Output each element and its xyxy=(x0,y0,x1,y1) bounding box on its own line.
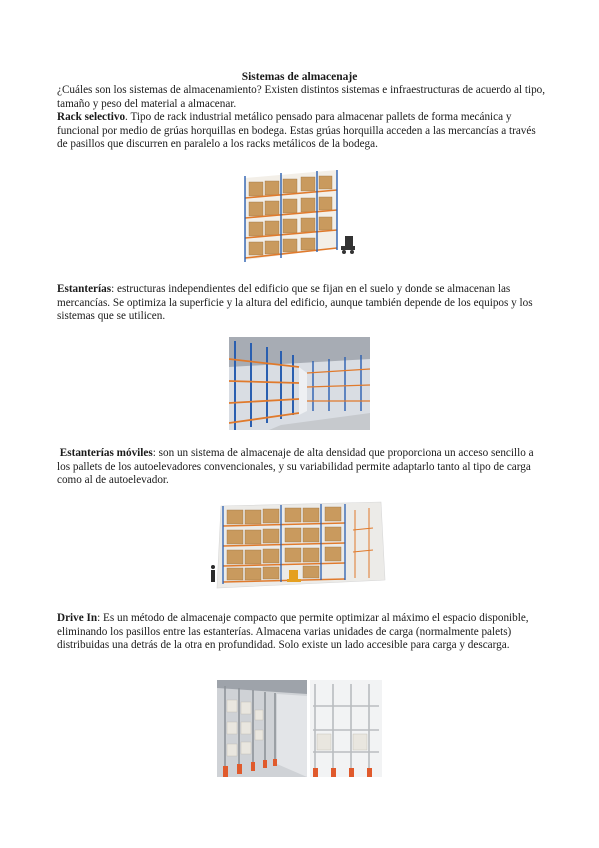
section-drive-in xyxy=(57,612,547,653)
estanterias-image xyxy=(229,337,370,430)
section-term-estanterias-moviles: Estanterías móviles xyxy=(59,447,153,459)
section-text-drive-in: : Es un método de almacenaje compacto que permite optimizar al máximo el espacio disponible, eliminando los pasillos entre las estanterías. Almacena varias unidades de carga (normalmente palets) distribuidas una detrás de la otra en profundidad. Solo existe un lado accesible para carga y descarga. xyxy=(57,612,529,652)
section-text-rack-selectivo: . Tipo de rack industrial metálico pensado para almacenar pallets de forma mecánica y funcional por medio de grúas horquillas en bodega. Estas grúas horquilla acceden a las mercancías a través de pasillos que discurren en paralelo a los racks metálicos de la bodega. xyxy=(57,111,536,151)
intro-paragraph xyxy=(57,84,547,152)
drive-in-image xyxy=(217,680,382,777)
rack-selectivo-image xyxy=(237,168,365,265)
document-title: Sistemas de almacenaje xyxy=(241,71,358,83)
intro-text: ¿Cuáles son los sistemas de almacenamiento? Existen distintos sistemas e infraestructuras de acuerdo al tipo, tamaño y peso del material a almacenar. xyxy=(57,84,546,110)
section-term-estanterias: Estanterías xyxy=(57,283,112,295)
section-term-rack-selectivo: Rack selectivo xyxy=(57,111,126,124)
section-estanterias-moviles xyxy=(57,447,547,488)
section-text-estanterias: : estructuras independientes del edificio que se fijan en el suelo y donde se almacenan las mercancías. Se optimiza la superficie y la altura del edificio, aunque también depende de los equipos y los sistemas que se utilicen. xyxy=(57,283,533,323)
estanterias-moviles-image xyxy=(205,500,394,593)
section-text-estanterias-moviles: : son un sistema de almacenaje de alta densidad que proporciona un acceso sencillo a los pallets de los autoelevadores convencionales, y su variabilidad permite adaptarlo tanto al tipo de carga como al de autoelevador. xyxy=(57,447,534,487)
section-term-drive-in: Drive In xyxy=(57,612,98,624)
section-estanterias xyxy=(57,283,547,324)
